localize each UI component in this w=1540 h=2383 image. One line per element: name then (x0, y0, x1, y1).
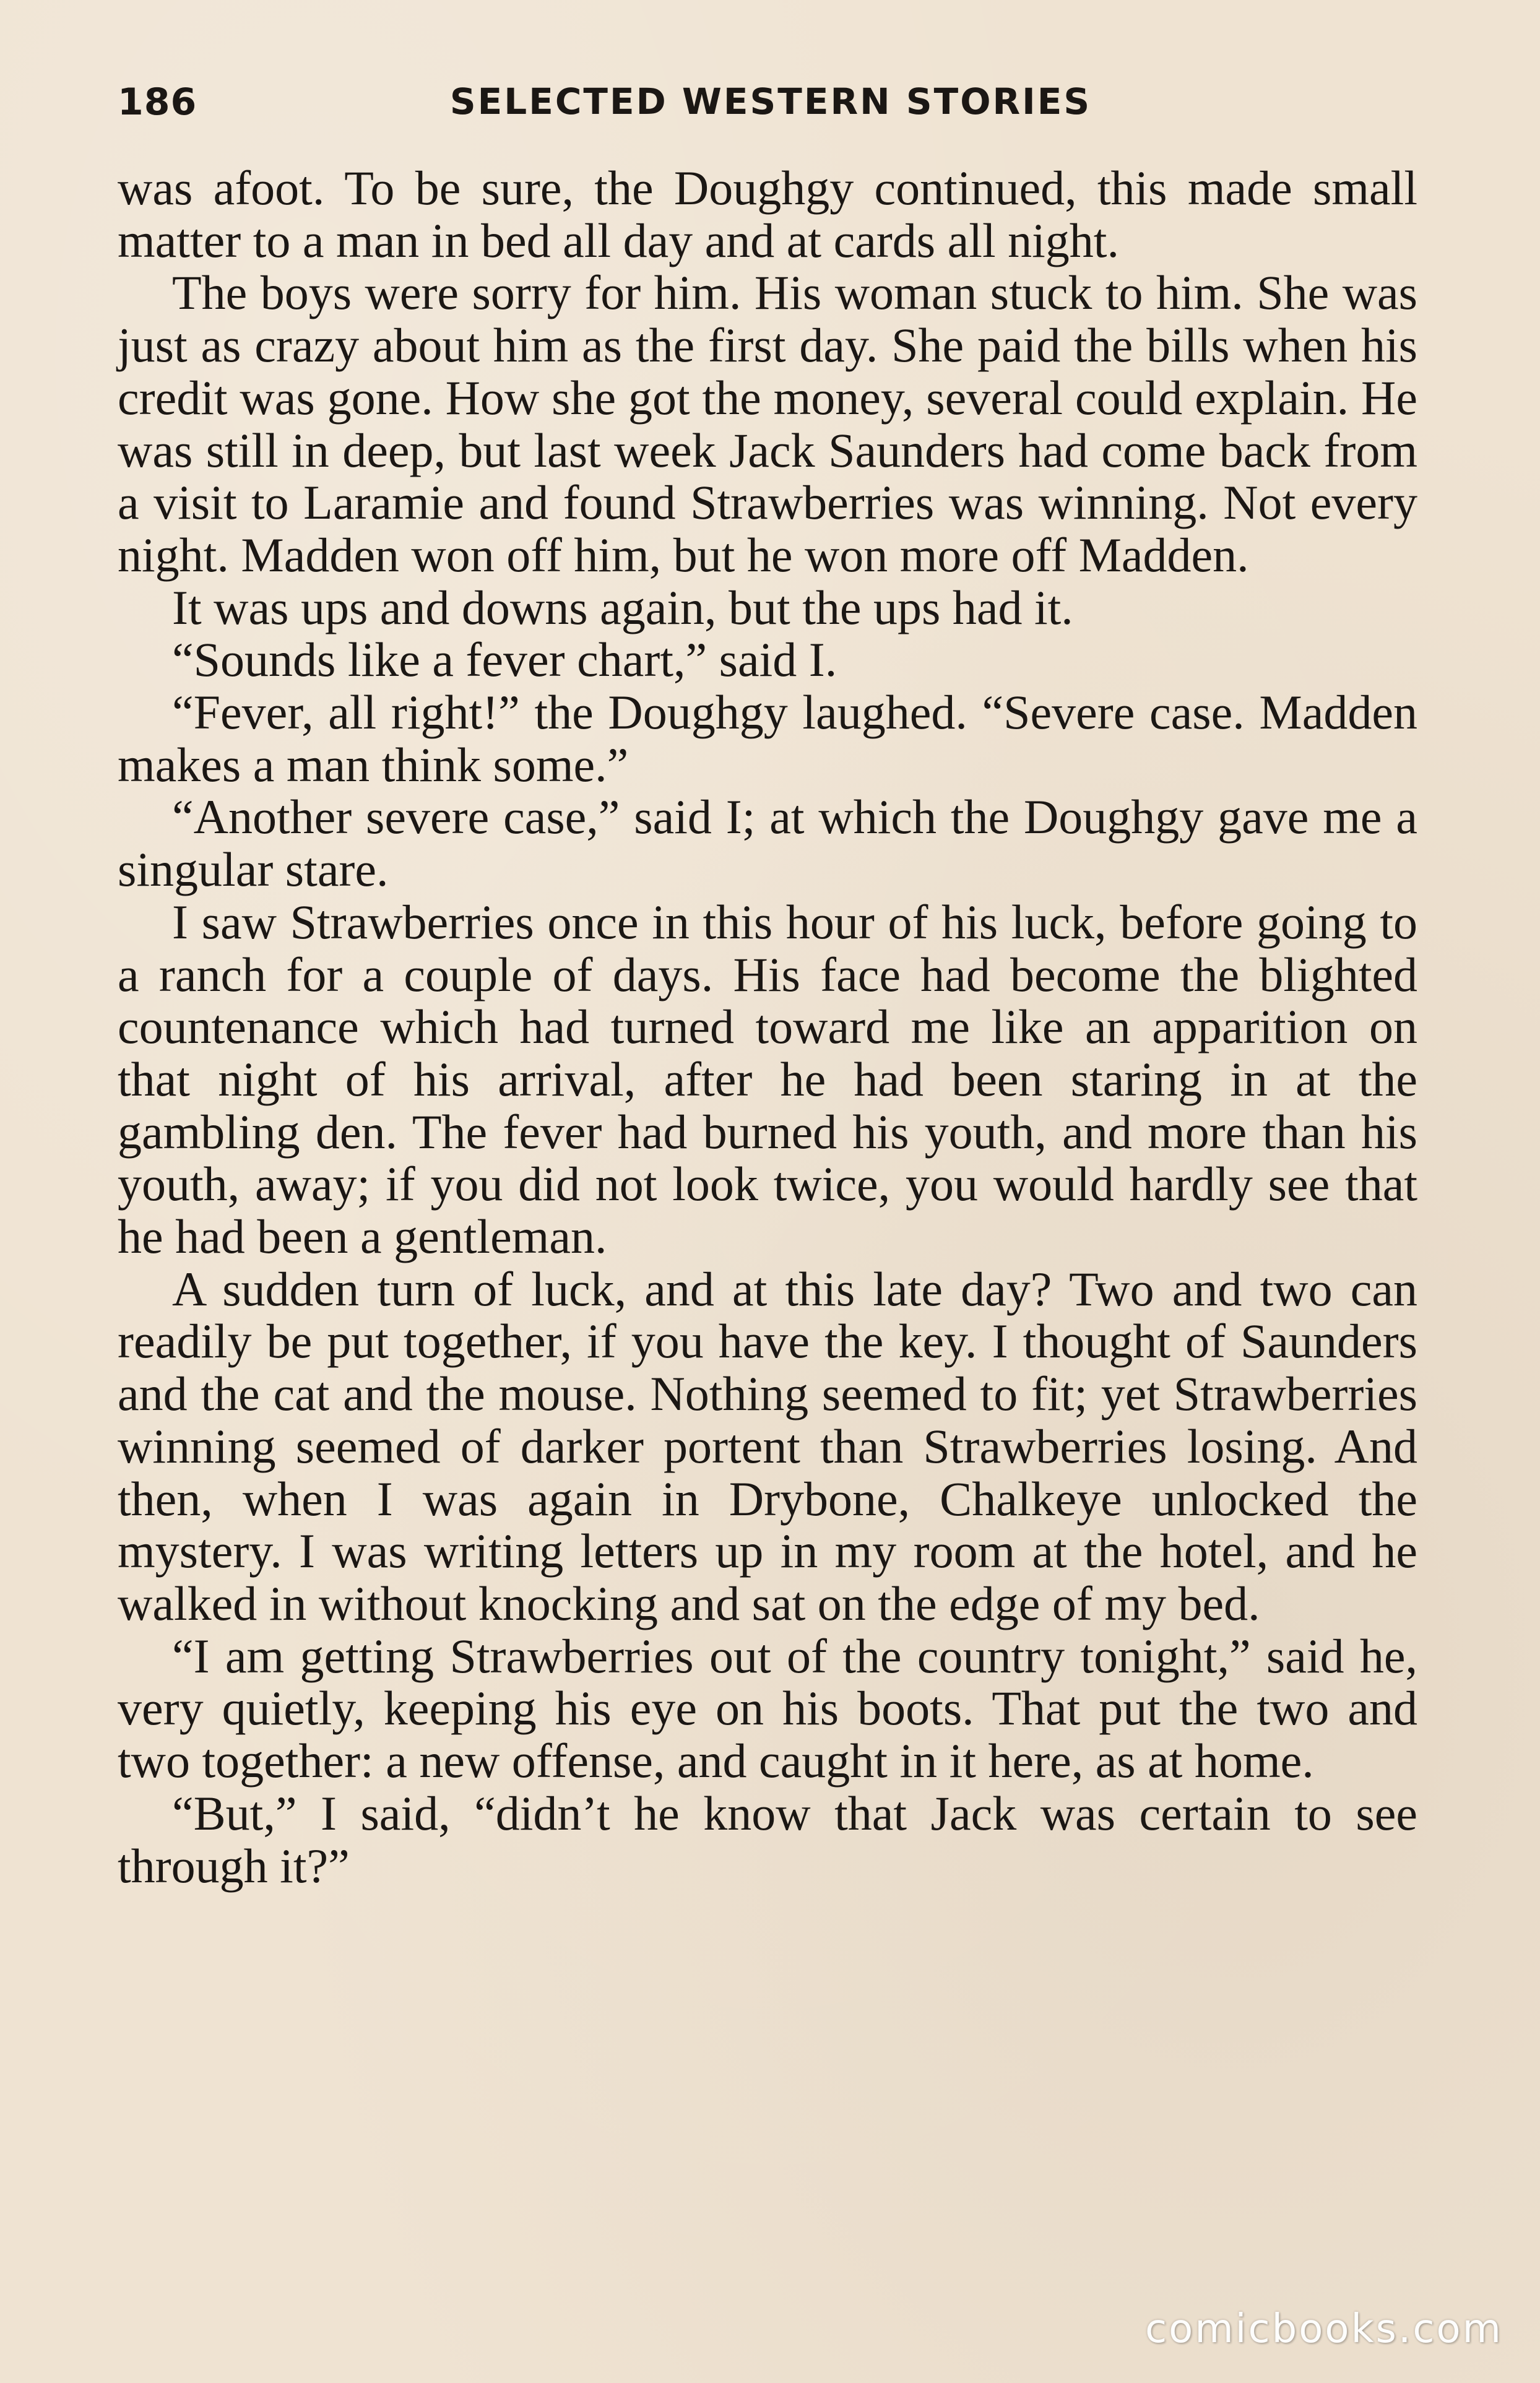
running-head: SELECTED WESTERN STORIES (449, 80, 1092, 123)
paragraph: “But,” I said, “didn’t he know that Jack was certain to see through it?” (118, 1786, 1417, 1893)
paragraph: “Fever, all right!” the Doughgy laughed. “Severe case. Madden makes a man think some.” (118, 685, 1417, 792)
paragraph: was afoot. To be sure, the Doughgy continued, this made small matter to a man in bed all day and at cards all night. (118, 161, 1417, 267)
paragraph: “Another severe case,” said I; at which the Doughgy gave me a singular stare. (118, 790, 1417, 897)
paragraph: A sudden turn of luck, and at this late day? Two and two can readily be put together, if you have the key. I thought of Saunders and the cat and the mouse. Nothing seemed to fit; yet Strawberries winning seemed of darker portent than Strawberries losing. And then, when I was again in Drybone, Chalkeye unlocked the mystery. I was writing letters up in my room at the hotel, and he walked in without knocking and sat on the edge of my bed. (118, 1261, 1417, 1630)
paragraph: “I am getting Strawberries out of the country tonight,” said he, very quietly, keeping his eye on his boots. That put the two and two together: a new offense, and caught in it here, as at home. (118, 1628, 1417, 1788)
paragraph: “Sounds like a fever chart,” said I. (172, 633, 837, 687)
body-text (118, 162, 1417, 1892)
paragraph: The boys were sorry for him. His woman stuck to him. She was just as crazy about him as the first day. She paid the bills when his credit was gone. How she got the money, several could explain. He was still in deep, but last week Jack Saunders had come back from a visit to Laramie and found Strawberries was winning. Not every night. Madden won off him, but he won more off Madden. (118, 266, 1417, 582)
page-number: 186 (118, 80, 197, 124)
watermark: comicbooks.com (1144, 2306, 1503, 2352)
paragraph: I saw Strawberries once in this hour of his luck, before going to a ranch for a couple of days. His face had become the blighted countenance which had turned toward me like an apparition on that night of his arrival, after he had been staring in at the gambling den. The fever had burned his youth, and more than his youth, away; if you did not look twice, you would hardly see that he had been a gentleman. (118, 894, 1417, 1264)
page-header (118, 80, 1424, 136)
paragraph: It was ups and downs again, but the ups had it. (172, 580, 1073, 634)
